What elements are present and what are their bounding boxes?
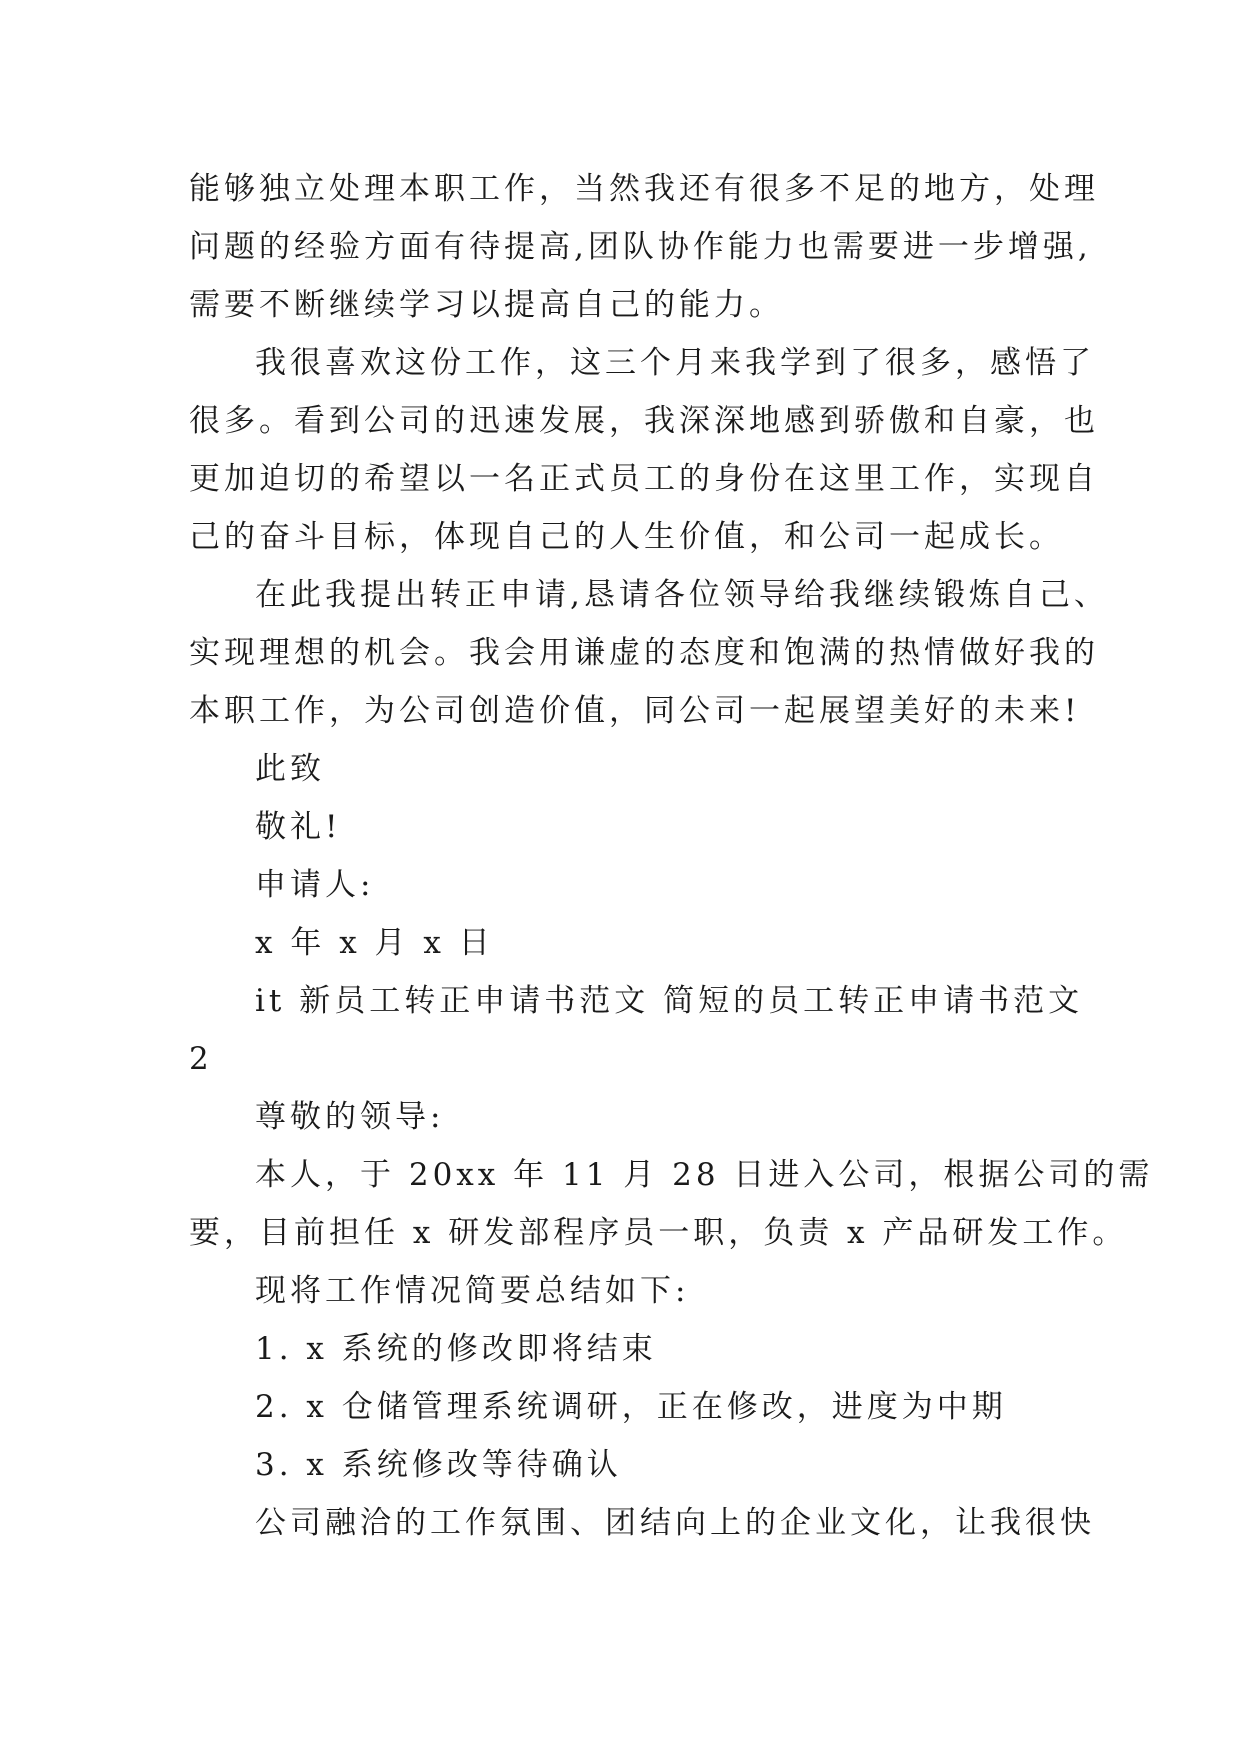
paragraph-line: 本职工作，为公司创造价值，同公司一起展望美好的未来!: [189, 693, 1081, 729]
paragraph-line: 现将工作情况简要总结如下:: [255, 1273, 690, 1309]
section-title: it 新员工转正申请书范文 简短的员工转正申请书范文: [255, 983, 1084, 1019]
date-line: x 年 x 月 x 日: [255, 925, 494, 961]
list-item: 2. x 仓储管理系统调研，正在修改，进度为中期: [255, 1389, 1007, 1425]
paragraph-line: 己的奋斗目标，体现自己的人生价值，和公司一起成长。: [189, 519, 1064, 555]
paragraph-line: 更加迫切的希望以一名正式员工的身份在这里工作，实现自: [189, 461, 1099, 497]
applicant-label: 申请人:: [255, 867, 375, 903]
closing-regards: 敬礼!: [255, 809, 342, 845]
list-item: 3. x 系统修改等待确认: [255, 1447, 622, 1483]
paragraph-line: 在此我提出转正申请,恳请各位领导给我继续锻炼自己、: [255, 577, 1109, 613]
paragraph-line: 我很喜欢这份工作，这三个月来我学到了很多，感悟了: [255, 345, 1095, 381]
section-title-number: 2: [189, 1041, 213, 1077]
paragraph-line: 要，目前担任 x 研发部程序员一职，负责 x 产品研发工作。: [189, 1215, 1128, 1251]
paragraph-line: 问题的经验方面有待提高,团队协作能力也需要进一步增强,: [189, 229, 1092, 265]
paragraph-line: 公司融洽的工作氛围、团结向上的企业文化，让我很快: [255, 1505, 1095, 1541]
paragraph-line: 需要不断继续学习以提高自己的能力。: [189, 287, 784, 323]
paragraph-line: 很多。看到公司的迅速发展，我深深地感到骄傲和自豪，也: [189, 403, 1099, 439]
document-body: [189, 160, 1154, 1552]
paragraph-line: 能够独立处理本职工作，当然我还有很多不足的地方，处理: [189, 171, 1099, 207]
list-item: 1. x 系统的修改即将结束: [255, 1331, 657, 1367]
greeting: 尊敬的领导:: [255, 1099, 445, 1135]
closing-salutation: 此致: [255, 751, 325, 787]
paragraph-line: 实现理想的机会。我会用谦虚的态度和饱满的热情做好我的: [189, 635, 1099, 671]
paragraph-line: 本人，于 20xx 年 11 月 28 日进入公司，根据公司的需: [255, 1157, 1154, 1193]
